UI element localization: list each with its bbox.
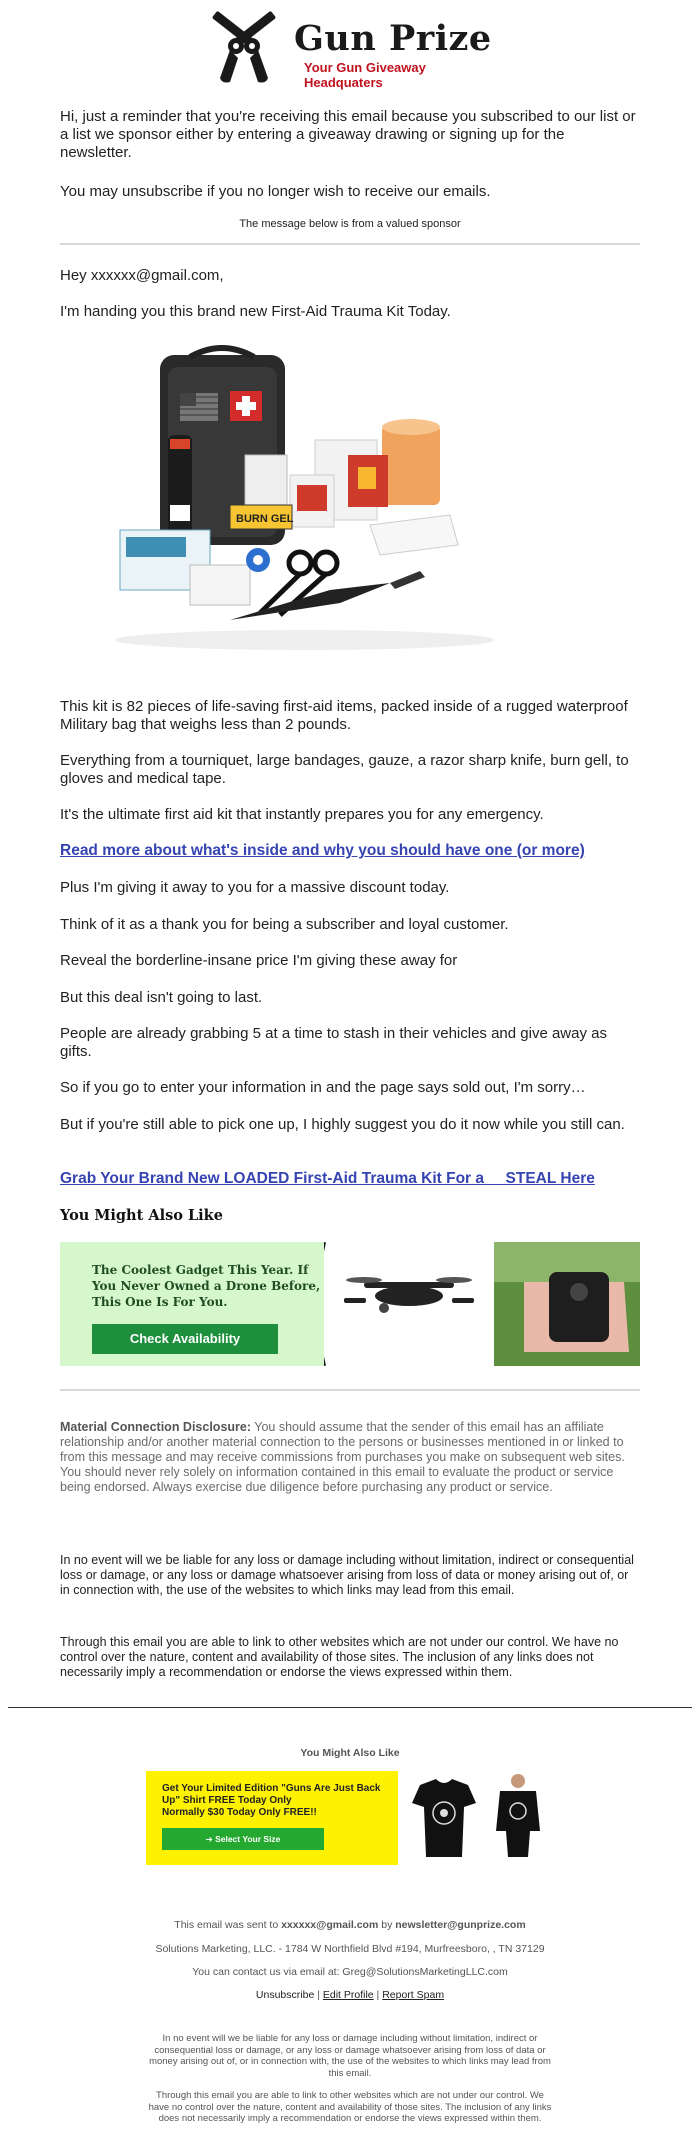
read-more-link[interactable]: Read more about what's inside and why you should have one (or more) (60, 842, 585, 859)
disclosure-text: You should assume that the sender of this email has an affiliate relationship and/or another material connection to the persons or businesses mentioned in or linked to from this message and may receive commissions from purchases you make on subsequent web sites. You should never rely solely on information contained in this email to evaluate the product or service being endorsed. Always exercise due diligence before purchasing any product or service. (60, 1420, 625, 1494)
unsubscribe-link[interactable]: Unsubscribe (255, 1989, 315, 2001)
company-address: Solutions Marketing, LLC. - 1784 W Northfield Blvd #194, Murfreesboro, , TN 37129 (155, 1943, 545, 1955)
intro-paragraph: I'm handing you this brand new First-Aid Trauma Kit Today. (60, 303, 451, 320)
recipient-email: xxxxxx@gmail.com (281, 1919, 379, 1931)
divider (60, 243, 640, 245)
kit-description: This kit is 82 pieces of life-saving first-aid items, packed inside of a rugged waterproof Military bag that weighs less than 2 pounds. (60, 698, 628, 733)
shirt-offer: Get Your Limited Edition "Guns Are Just Back Up" Shirt FREE Today Only (162, 1783, 381, 1806)
brand-name: Gun Prize (294, 18, 492, 59)
material-disclosure (60, 1420, 640, 1495)
you-might-also-like-heading: You Might Also Like (60, 1207, 223, 1224)
divider (60, 1389, 640, 1391)
drone-ad-banner[interactable] (60, 1242, 640, 1366)
sent-prefix: This email was sent to (174, 1919, 282, 1931)
link-separator: | (373, 1989, 383, 2001)
sold-out-text: So if you go to enter your information in and the page says sold out, I'm sorry… (60, 1079, 586, 1096)
suggest-text: But if you're still able to pick one up, I highly suggest you do it now while you still can. (60, 1116, 625, 1133)
external-links-text: Through this email you are able to link to other websites which are not under our control. We have no control over the nature, content and availability of those sites. The inclusion of any links does not necessarily imply a recommendation or endorse the views expressed within them. (60, 1635, 619, 1679)
footer-liability: In no event will we be liable for any loss or damage including without limitation, indirect or consequential loss or damage, or any loss or damage whatsoever arising from loss of data or money arising out of, or in connection with, the use of the websites to which links may lead from this email. (149, 2033, 551, 2079)
reminder-text: Hi, just a reminder that you're receiving this email because you subscribed to our list or a list we sponsor either by entering a giveaway drawing or signing up for the newsletter. (60, 108, 636, 161)
footer-yml-heading: You Might Also Like (300, 1747, 400, 1759)
reveal-price-text: Reveal the borderline-insane price I'm giving these away for (60, 952, 458, 969)
drone-image (324, 1242, 640, 1366)
greeting: Hey xxxxxx@gmail.com, (60, 267, 224, 284)
arrow-right-icon: ➔ (205, 1834, 216, 1844)
sent-by: by (378, 1919, 396, 1931)
shirt-price: Normally $30 Today Only FREE!! (162, 1807, 317, 1818)
email-header (60, 0, 640, 110)
burn-gel-label: BURN GEL (236, 513, 294, 525)
grab-kit-link[interactable]: Grab Your Brand New LOADED First-Aid Trauma Kit For a STEAL Here (60, 1170, 595, 1187)
disclosure-label: Material Connection Disclosure: (60, 1420, 252, 1434)
shirt-ad-banner[interactable] (146, 1771, 548, 1865)
shirt-ad-text (162, 1783, 392, 1819)
drone-ad-text: The Coolest Gadget This Year. If You Never Owned a Drone Before, This One Is For You. (92, 1263, 321, 1309)
shirt-image (398, 1771, 548, 1865)
sent-to-line (0, 1919, 700, 1931)
footer-divider (8, 1707, 692, 1708)
sender-email: newsletter@gunprize.com (395, 1919, 526, 1931)
crossed-revolvers-icon (204, 10, 284, 90)
ultimate-kit-text: It's the ultimate first aid kit that instantly prepares you for any emergency. (60, 806, 544, 823)
shirt-ad-panel (146, 1771, 398, 1865)
footer-links (0, 1989, 700, 2001)
deal-warning-text: But this deal isn't going to last. (60, 989, 263, 1006)
kit-contents: Everything from a tourniquet, large bandages, gauze, a razor sharp knife, burn gell, to gloves and medical tape. (60, 752, 629, 787)
sponsor-note: The message below is from a valued sponsor (239, 218, 461, 230)
liability-text: In no event will we be liable for any loss or damage including without limitation, indirect or consequential loss or damage, or any loss or damage whatsoever arising from loss of data or money arising out of, or in connection with, the use of the websites to which links may lead from this email. (60, 1553, 634, 1597)
brand-logo[interactable] (204, 10, 504, 90)
check-availability-button[interactable]: Check Availability (92, 1324, 278, 1354)
trauma-kit-image[interactable] (90, 345, 510, 655)
discount-text: Plus I'm giving it away to you for a massive discount today. (60, 879, 450, 896)
contact-line: You can contact us via email at: Greg@SolutionsMarketingLLC.com (192, 1966, 508, 1978)
unsubscribe-note: You may unsubscribe if you no longer wish to receive our emails. (60, 183, 491, 200)
thank-you-text: Think of it as a thank you for being a subscriber and loyal customer. (60, 916, 509, 933)
select-size-button[interactable] (162, 1828, 324, 1850)
footer-external-links: Through this email you are able to link to other websites which are not under our control. We have no control over the nature, content and availability of those sites. The inclusion of any links does not necessarily imply a recommendation or endorse the views expressed within them. (148, 2090, 552, 2124)
report-spam-link[interactable]: Report Spam (382, 1989, 445, 2001)
brand-tagline: Your Gun Giveaway Headquaters (304, 60, 426, 90)
select-size-label: Select Your Size (215, 1834, 281, 1844)
edit-profile-link[interactable]: Edit Profile (322, 1989, 374, 2001)
grabbing-text: People are already grabbing 5 at a time to stash in their vehicles and give away as gifts. (60, 1025, 607, 1060)
link-separator: | (314, 1989, 323, 2001)
email-container (60, 0, 640, 1679)
